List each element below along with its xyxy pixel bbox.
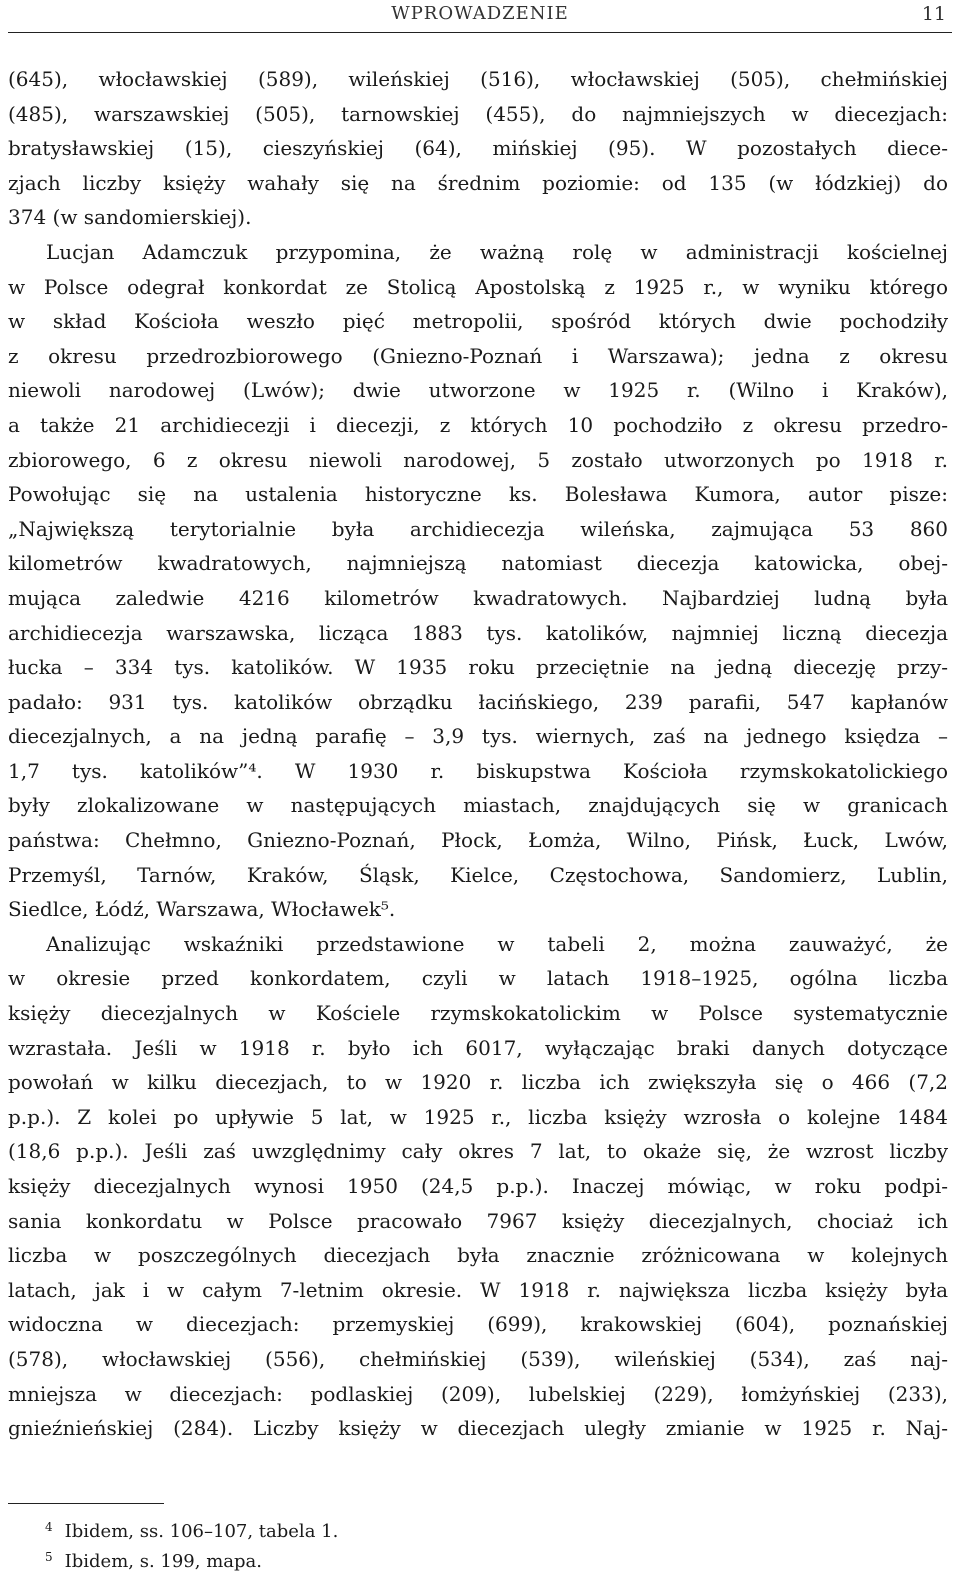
running-header xyxy=(8,0,952,33)
running-title: WPROWADZENIE xyxy=(391,3,569,24)
text-line: archidiecezja warszawska, licząca 1883 tys. katolików, najmniej liczną diecezja xyxy=(8,620,948,645)
footnote xyxy=(45,1542,925,1572)
footnote xyxy=(45,1512,925,1542)
text-line: księży diecezjalnych w Kościele rzymskokatolickim w Polsce systematycznie xyxy=(8,1001,948,1026)
page-number: 11 xyxy=(921,3,946,25)
footnotes xyxy=(45,1512,925,1572)
text-line: wzrastała. Jeśli w 1918 r. było ich 6017, wyłączając braki danych dotyczące xyxy=(8,1035,948,1060)
text-line: Powołując się na ustalenia historyczne ks. Bolesława Kumora, autor pisze: xyxy=(8,482,948,507)
text-line: były zlokalizowane w następujących miastach, znajdujących się w granicach xyxy=(8,793,948,818)
text-line: „Największą terytorialnie była archidiecezja wileńska, zajmująca 53 860 xyxy=(8,516,948,541)
text-line: zjach liczby księży wahały się na średnim poziomie: od 135 (w łódzkiej) do xyxy=(8,170,948,195)
footnote-rule xyxy=(8,1503,164,1504)
text-line: księży diecezjalnych wynosi 1950 (24,5 p.p.). Inaczej mówiąc, w roku podpi- xyxy=(8,1174,948,1198)
text-line: Siedlce, Łódź, Warszawa, Włocławek⁵. xyxy=(8,897,396,922)
text-line: latach, jak i w całym 7-letnim okresie. W 1918 r. największa liczba księży była xyxy=(8,1277,948,1302)
text-line: 374 (w sandomierskiej). xyxy=(8,205,252,230)
footnote-text: Ibidem, s. 199, mapa. xyxy=(64,1551,262,1572)
text-line: sania konkordatu w Polsce pracowało 7967 księży diecezjalnych, chociaż ich xyxy=(8,1208,948,1233)
text-line: padało: 931 tys. katolików obrządku łacińskiego, 239 parafii, 547 kapłanów xyxy=(8,689,948,714)
text-line: Lucjan Adamczuk przypomina, że ważną rolę w administracji kościelnej xyxy=(46,239,948,264)
text-line: widoczna w diecezjach: przemyskiej (699), krakowskiej (604), poznańskiej xyxy=(8,1312,948,1337)
footnote-text: Ibidem, ss. 106–107, tabela 1. xyxy=(64,1521,339,1542)
text-line: łucka – 334 tys. katolików. W 1935 roku przeciętnie na jedną diecezję przy- xyxy=(8,655,948,680)
text-line: mniejsza w diecezjach: podlaskiej (209), lubelskiej (229), łomżyńskiej (233), xyxy=(8,1381,948,1406)
text-line: gnieźnieńskiej (284). Liczby księży w diecezjach uległy zmianie w 1925 r. Naj- xyxy=(8,1416,948,1441)
text-line: w skład Kościoła weszło pięć metropolii, spośród których dwie pochodziły xyxy=(8,309,948,334)
text-line: diecezjalnych, a na jedną parafię – 3,9 tys. wiernych, zaś na jednego księdza – xyxy=(8,724,948,749)
text-line: (645), włocławskiej (589), wileńskiej (516), włocławskiej (505), chełmińskiej xyxy=(8,67,948,91)
body-text xyxy=(8,62,948,1446)
text-line: Analizując wskaźniki przedstawione w tabeli 2, można zauważyć, że xyxy=(46,931,948,956)
text-line: zbiorowego, 6 z okresu niewoli narodowej, 5 zostało utworzonych po 1918 r. xyxy=(8,447,948,472)
text-line: 1,7 tys. katolików”⁴. W 1930 r. biskupstwa Kościoła rzymskokatolickiego xyxy=(8,758,948,783)
text-line: niewoli narodowej (Lwów); dwie utworzone w 1925 r. (Wilno i Kraków), xyxy=(8,378,948,403)
text-line: (578), włocławskiej (556), chełmińskiej (539), wileńskiej (534), zaś naj- xyxy=(8,1346,948,1371)
text-line: w okresie przed konkordatem, czyli w latach 1918–1925, ogólna liczba xyxy=(8,966,948,991)
text-line: z okresu przedrozbiorowego (Gniezno-Poznań i Warszawa); jedna z okresu xyxy=(8,343,948,368)
text-line: (18,6 p.p.). Jeśli zaś uwzględnimy cały okres 7 lat, to okaże się, że wzrost liczby xyxy=(8,1139,948,1164)
text-line: a także 21 archidiecezji i diecezji, z których 10 pochodziło z okresu przedro- xyxy=(8,412,948,437)
text-line: kilometrów kwadratowych, najmniejszą natomiast diecezja katowicka, obej- xyxy=(8,551,948,576)
text-line: mująca zaledwie 4216 kilometrów kwadratowych. Najbardziej ludną była xyxy=(8,585,948,610)
text-line: p.p.). Z kolei po upływie 5 lat, w 1925 r., liczba księży wzrosła o kolejne 1484 xyxy=(8,1104,948,1129)
text-line: (485), warszawskiej (505), tarnowskiej (455), do najmniejszych w diecezjach: xyxy=(8,101,948,126)
footnote-number: 5 xyxy=(45,1550,53,1564)
footnote-number: 4 xyxy=(45,1520,53,1534)
text-line: Przemyśl, Tarnów, Kraków, Śląsk, Kielce, Częstochowa, Sandomierz, Lublin, xyxy=(8,862,948,887)
text-line: liczba w poszczególnych diecezjach była znacznie zróżnicowana w kolejnych xyxy=(8,1243,948,1268)
text-line: państwa: Chełmno, Gniezno-Poznań, Płock, Łomża, Wilno, Pińsk, Łuck, Lwów, xyxy=(8,828,948,853)
text-line: powołań w kilku diecezjach, to w 1920 r. liczba ich zwiększyła się o 466 (7,2 xyxy=(8,1070,948,1095)
text-line: w Polsce odegrał konkordat ze Stolicą Apostolską z 1925 r., w wyniku którego xyxy=(8,274,948,299)
text-line: bratysławskiej (15), cieszyńskiej (64), mińskiej (95). W pozostałych diece- xyxy=(8,136,948,161)
